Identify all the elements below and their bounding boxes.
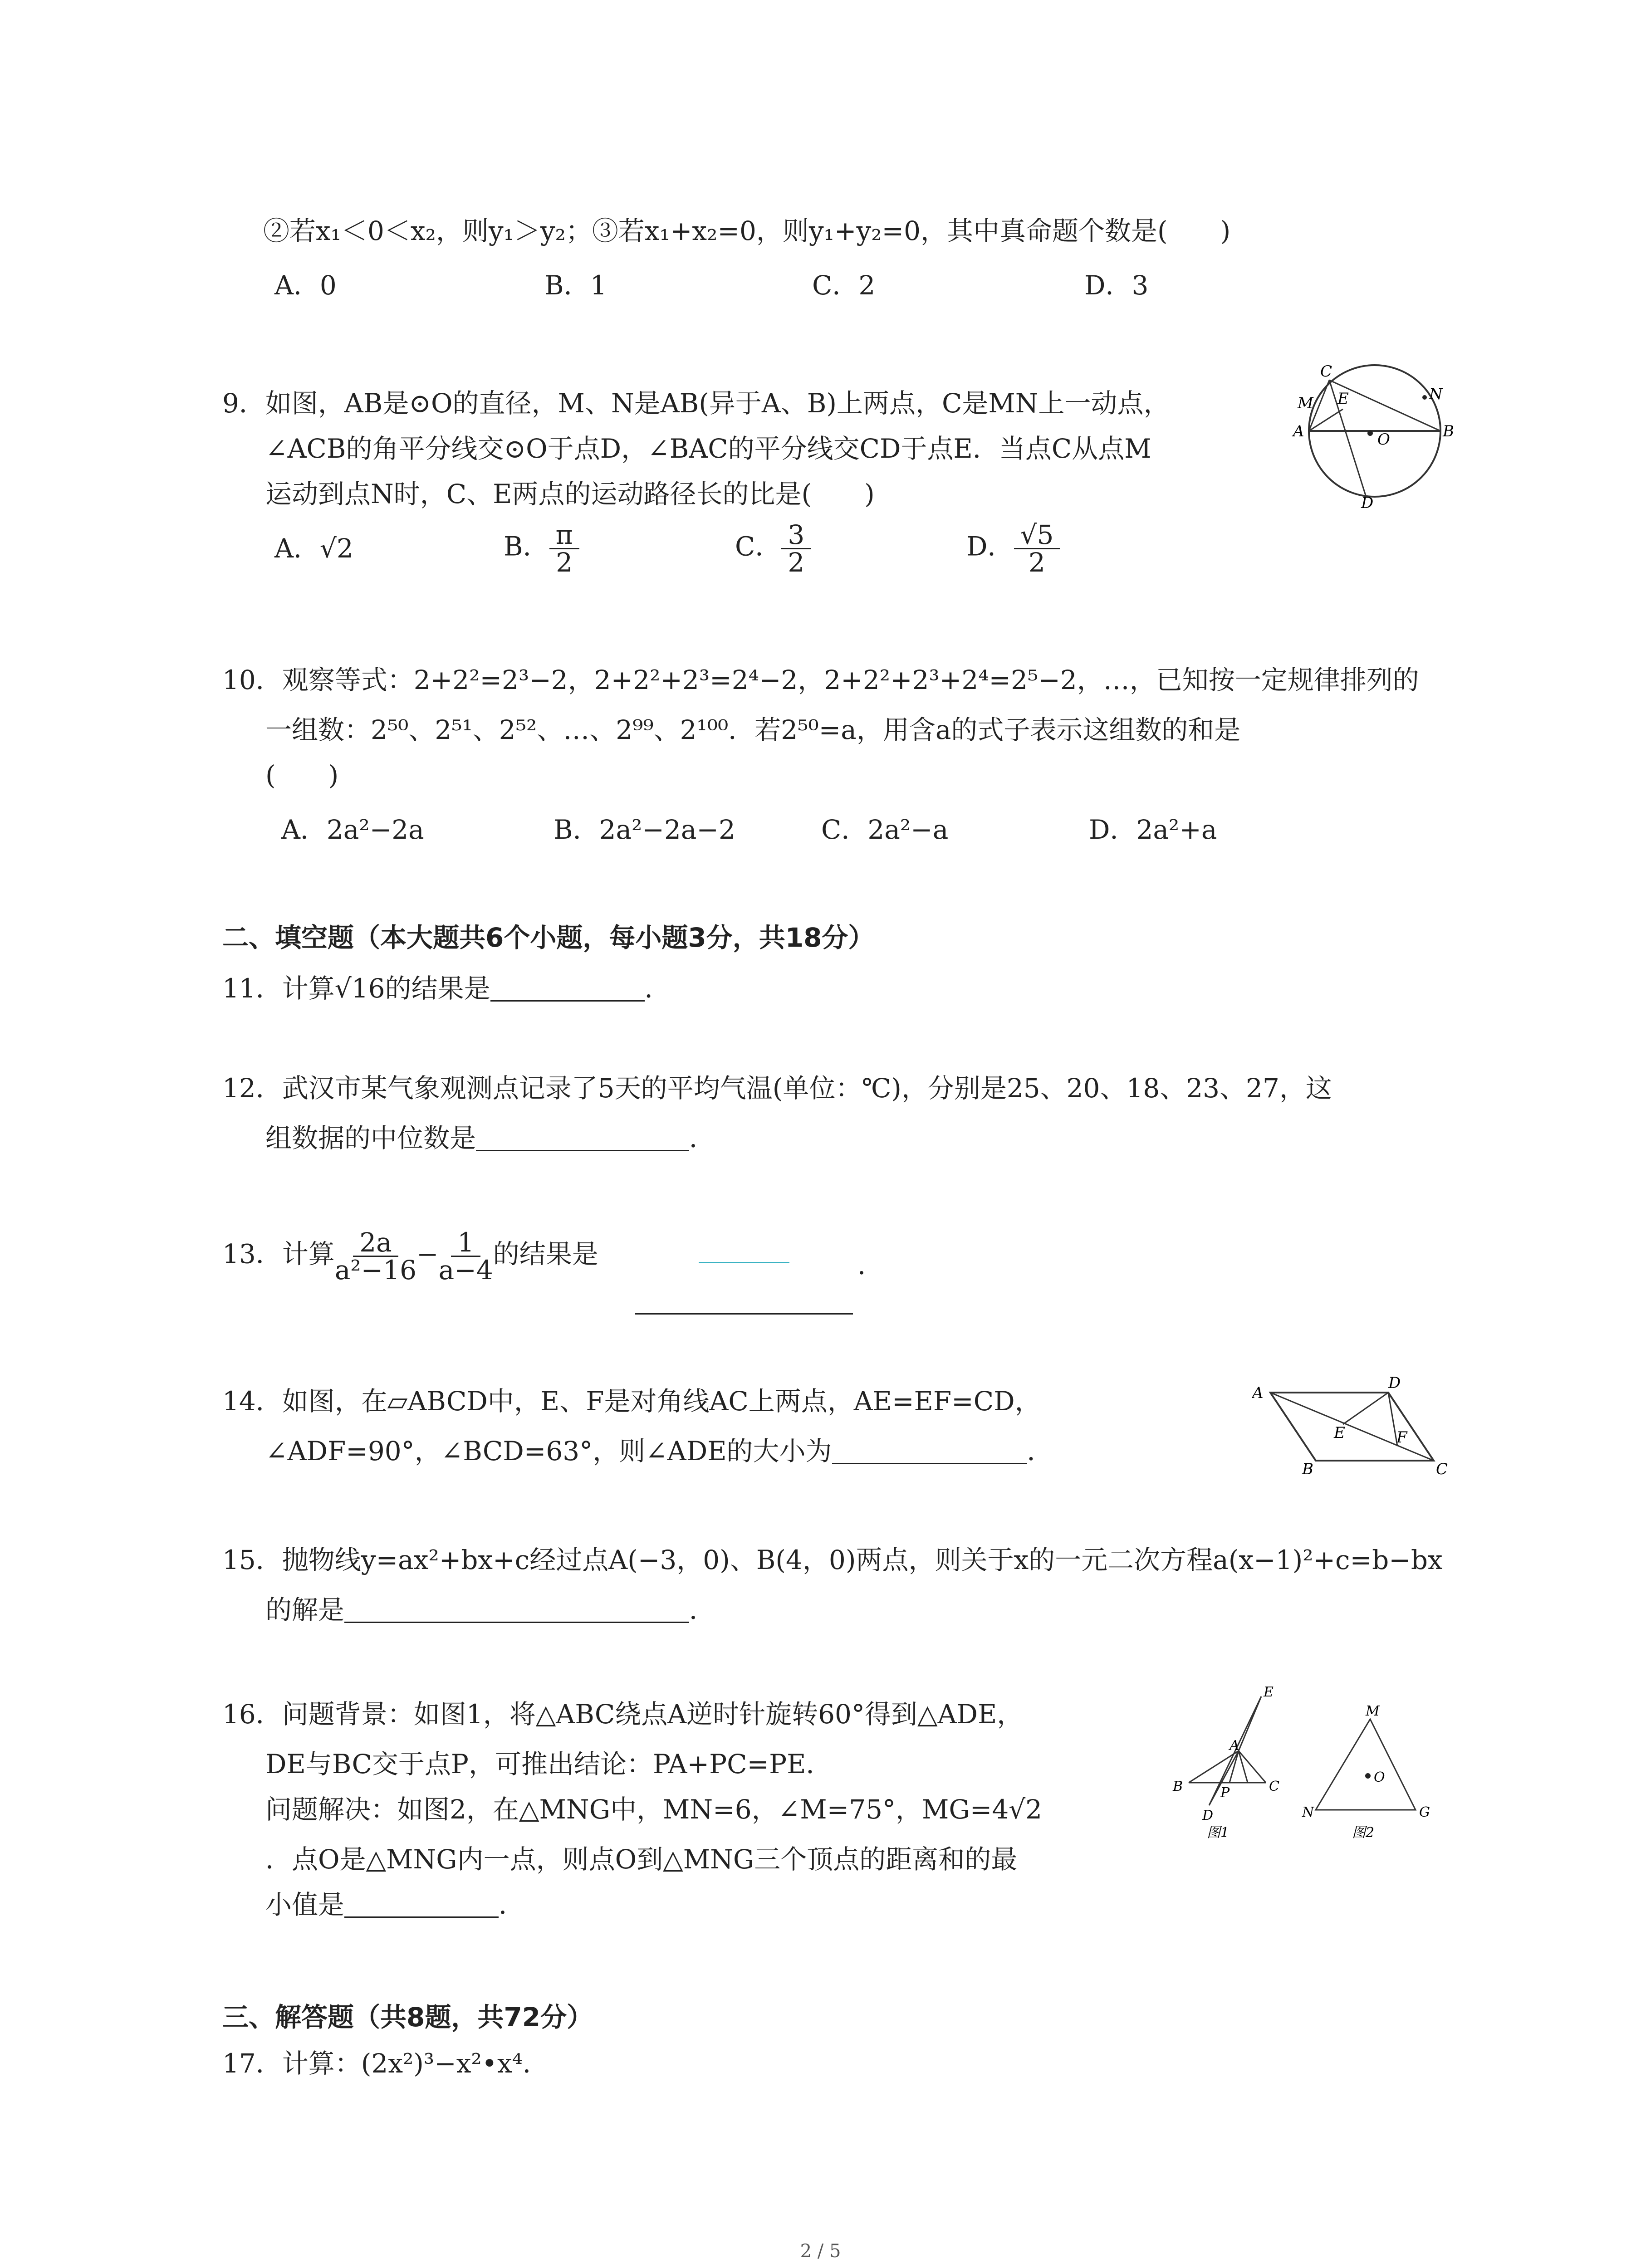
q10-line3: ( )	[265, 760, 339, 791]
svg-text:B: B	[1173, 1779, 1183, 1794]
q9-option-c: C． $\frac{3}{2}$	[735, 522, 811, 576]
svg-text:D: D	[1202, 1808, 1214, 1823]
q9-line2: ∠ACB的角平分线交⊙O于点D，∠BAC的平分线交CD于点E．当点C从点M	[265, 433, 1151, 464]
q13-end: ．	[857, 1250, 884, 1281]
svg-text:E: E	[1334, 1424, 1345, 1442]
svg-text:C: C	[1269, 1779, 1279, 1794]
q11: 11．计算√16的结果是 ．	[222, 973, 671, 1004]
section-2-heading: 二、填空题（本大题共6个小题，每小题3分，共18分）	[222, 922, 875, 953]
svg-text:图2: 图2	[1352, 1825, 1375, 1841]
q10-option-a: A．2a²−2a	[281, 814, 424, 845]
svg-text:N: N	[1302, 1804, 1314, 1820]
teal-mark	[699, 1262, 789, 1263]
q10-option-d: D．2a²+a	[1089, 814, 1217, 845]
q8-option-c: C．2	[812, 270, 876, 301]
svg-text:图1: 图1	[1207, 1825, 1230, 1841]
q9-line1: 9．如图，AB是⊙O的直径，M、N是AB(异于A、B)上两点，C是MN上一动点，	[222, 388, 1170, 419]
svg-text:E: E	[1264, 1684, 1274, 1700]
section-3-heading: 三、解答题（共8题，共72分）	[222, 2002, 593, 2033]
q16-line2: DE与BC交于点P，可推出结论：PA+PC=PE．	[265, 1749, 833, 1779]
svg-text:M: M	[1298, 394, 1313, 412]
svg-text:C: C	[1320, 362, 1332, 381]
q12-line2: 组数据的中位数是 ．	[265, 1123, 716, 1154]
page-number: 2 / 5	[800, 2241, 841, 2262]
svg-text:O: O	[1377, 430, 1390, 449]
q10-line2: 一组数：2⁵⁰、2⁵¹、2⁵²、…、2⁹⁹、2¹⁰⁰．若2⁵⁰=a，用含a的式子表示这组数的和是	[265, 714, 1241, 745]
q9-option-a: A．√2	[274, 533, 353, 564]
q14-line2: ∠ADF=90°，∠BCD=63°，则∠ADE的大小为 ．	[265, 1436, 1053, 1466]
q17: 17．计算：(2x²)³−x²•x⁴．	[222, 2048, 549, 2079]
q14-line1: 14．如图，在▱ABCD中，E、F是对角线AC上两点，AE=EF=CD，	[222, 1386, 1041, 1417]
q16-line3: 问题解决：如图2，在△MNG中，MN=6，∠M=75°，MG=4√2	[265, 1794, 1043, 1825]
rotation-diagrams	[1134, 1678, 1461, 1851]
q9-option-d: D． $\frac{√5}{2}$	[966, 522, 1060, 576]
svg-text:C: C	[1436, 1460, 1448, 1478]
q10-option-c: C．2a²−a	[821, 814, 949, 845]
q8-option-a: A．0	[274, 270, 337, 301]
q10-option-b: B．2a²−2a−2	[554, 814, 735, 845]
svg-text:O: O	[1374, 1769, 1385, 1785]
svg-text:F: F	[1396, 1428, 1407, 1447]
q8-stem: ②若x₁＜0＜x₂，则y₁＞y₂；③若x₁+x₂=0，则y₁+y₂=0，其中真命题个数是( )	[263, 215, 1231, 246]
parallelogram-diagram	[1252, 1370, 1452, 1479]
svg-text:E: E	[1337, 390, 1349, 408]
svg-text:G: G	[1419, 1804, 1430, 1820]
q13: 13．计算 $\frac{2a}{\text{a²−16}}$ − $\frac{1}{a-4}$ 的结果是	[222, 1227, 598, 1286]
svg-text:B: B	[1443, 422, 1454, 440]
q15-line1: 15．抛物线y=ax²+bx+c经过点A(−3，0)、B(4，0)两点，则关于x的一元二次方程a(x−1)²+c=b−bx	[222, 1545, 1443, 1575]
q12-line1: 12．武汉市某气象观测点记录了5天的平均气温(单位：℃)，分别是25、20、18、23、27，这	[222, 1073, 1332, 1104]
svg-text:A: A	[1230, 1738, 1239, 1754]
svg-text:A: A	[1252, 1384, 1264, 1402]
q9-line3: 运动到点N时，C、E两点的运动路径长的比是( )	[265, 479, 875, 509]
q16-line4: ．点O是△MNG内一点，则点O到△MNG三个顶点的距离和的最	[265, 1844, 1018, 1875]
q13-blank	[635, 1313, 853, 1315]
svg-text:D: D	[1388, 1374, 1401, 1392]
q15-line2: 的解是 ．	[265, 1594, 716, 1625]
svg-text:D: D	[1361, 494, 1374, 508]
q8-option-d: D．3	[1084, 270, 1149, 301]
svg-text:P: P	[1220, 1785, 1230, 1801]
svg-text:B: B	[1302, 1460, 1313, 1478]
q10-line1: 10．观察等式：2+2²=2³−2，2+2²+2³=2⁴−2，2+2²+2³+2⁴=2⁵−2，…，已知按一定规律排列的	[222, 665, 1419, 695]
q16-line5: 小值是 ．	[265, 1889, 525, 1920]
q16-line1: 16．问题背景：如图1，将△ABC绕点A逆时针旋转60°得到△ADE，	[222, 1699, 1024, 1730]
q9-option-b: B． $\frac{\pi}{2}$	[504, 522, 579, 576]
svg-text:N: N	[1429, 385, 1443, 403]
q8-option-b: B．1	[544, 270, 607, 301]
svg-text:M: M	[1366, 1703, 1380, 1719]
circle-diagram	[1288, 354, 1470, 508]
svg-text:A: A	[1293, 422, 1304, 440]
